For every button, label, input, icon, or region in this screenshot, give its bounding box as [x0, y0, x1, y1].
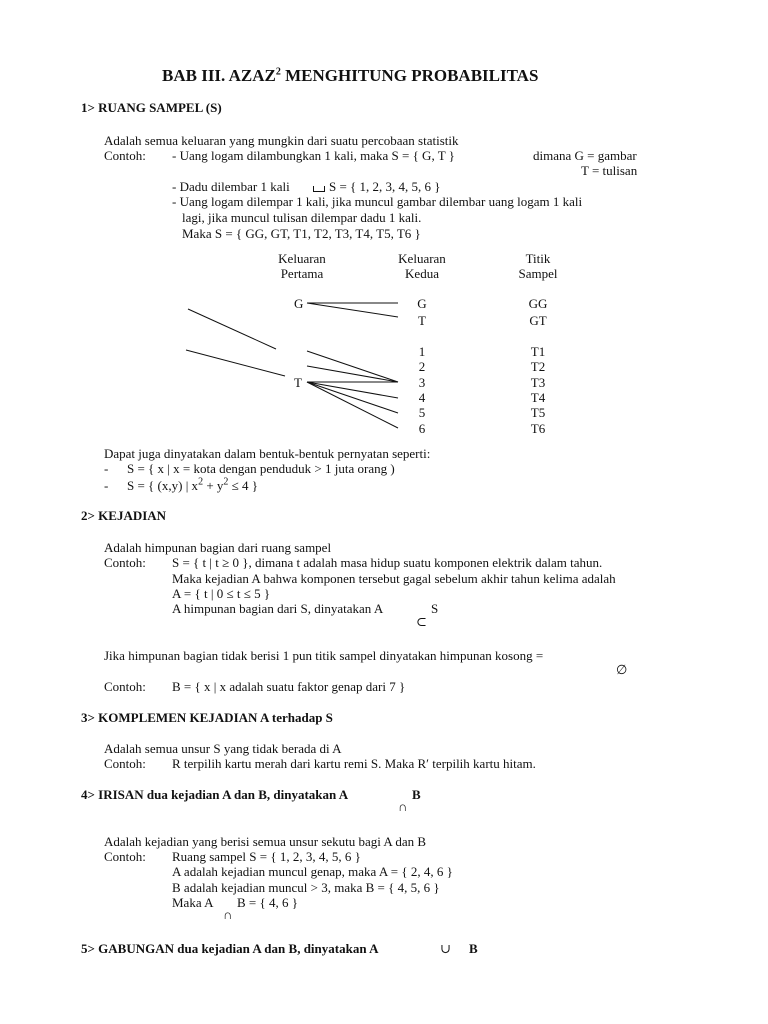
alt2-text-pre: S = { (x,y) | x: [127, 478, 199, 493]
tree-col3-header-2: Sampel: [518, 266, 558, 281]
tree-sample-point: GT: [529, 313, 547, 328]
section-4-line-4-pre: Maka A: [172, 895, 214, 910]
alt2-text-post: ≤ 4 }: [228, 478, 259, 493]
tree-second-item: 5: [418, 405, 426, 420]
branch-root-lower: [186, 350, 285, 376]
branch-t-6: [307, 382, 398, 428]
section-2-line-3: A = { t | 0 ≤ t ≤ 5 }: [172, 586, 271, 601]
section-5-heading-post: B: [469, 941, 478, 956]
title-superscript: 2: [275, 66, 281, 78]
section-1-alternative-1: S = { x | x = kota dengan penduduk > 1 juta orang ): [127, 461, 395, 476]
bullet-dash: -: [104, 478, 109, 493]
section-4-heading-pre: 4> IRISAN dua kejadian A dan B, dinyatakan A: [81, 787, 349, 802]
tree-node-g: G: [294, 296, 304, 311]
tree-sample-point: T2: [530, 359, 546, 374]
tree-sample-point: T4: [530, 390, 546, 405]
branch-t-3: [307, 366, 398, 382]
branch-t-5: [307, 382, 398, 413]
subset-symbol: ⊂: [416, 614, 427, 629]
title-text-pre: BAB III. AZAZ: [162, 66, 276, 85]
tree-second-item: 2: [418, 359, 426, 374]
branch-t-4: [307, 382, 398, 398]
branch-g-t: [307, 303, 398, 317]
section-1-example-3-line-1: - Uang logam dilempar 1 kali, jika muncul gambar dilembar uang logam 1 kali: [172, 194, 583, 209]
section-2-line-1: S = { t | t ≥ 0 }, dimana t adalah masa hidup suatu komponen elektrik dalam tahun.: [172, 555, 603, 570]
section-1-contoh-label: Contoh:: [104, 148, 146, 163]
section-3-heading: 3> KOMPLEMEN KEJADIAN A terhadap S: [81, 710, 333, 725]
tree-sample-point: GG: [528, 296, 548, 311]
section-1-example-1-note-g: dimana G = gambar: [533, 148, 637, 163]
tree-second-item: T: [418, 313, 426, 328]
title-text-post: MENGHITUNG PROBABILITAS: [280, 66, 539, 85]
section-3-contoh-label: Contoh:: [104, 756, 146, 771]
section-1-alternative-2: [127, 478, 258, 493]
union-symbol: ∪: [440, 941, 451, 956]
tree-node-t: T: [294, 375, 302, 390]
tree-sample-point: T5: [530, 405, 546, 420]
section-2-example: B = { x | x adalah suatu faktor genap dari 7 }: [172, 679, 406, 694]
section-2-contoh-label: Contoh:: [104, 555, 146, 570]
section-2-line-2: Maka kejadian A bahwa komponen tersebut gagal sebelum akhir tahun kelima adalah: [172, 571, 616, 586]
section-2-definition: Adalah himpunan bagian dari ruang sampel: [104, 540, 332, 555]
section-1-alternative-intro: Dapat juga dinyatakan dalam bentuk-bentuk pernyatan seperti:: [104, 446, 431, 461]
tree-sample-point: T3: [530, 375, 546, 390]
section-2-line-4-post: S: [431, 601, 439, 616]
tree-col2-header-1: Keluaran: [398, 251, 446, 266]
section-2-contoh-2-label: Contoh:: [104, 679, 146, 694]
branch-t-2: [307, 351, 398, 382]
intersection-symbol: ∩: [223, 907, 233, 922]
empty-set-definition: Jika himpunan bagian tidak berisi 1 pun titik sampel dinyatakan himpunan kosong =: [104, 648, 544, 663]
alt2-superscript-1: 2: [198, 476, 204, 488]
tree-second-item: G: [417, 296, 427, 311]
section-3-definition: Adalah semua unsur S yang tidak berada di A: [104, 741, 342, 756]
section-5-heading-pre: 5> GABUNGAN dua kejadian A dan B, dinyatakan A: [81, 941, 379, 956]
section-4-heading-post: B: [412, 787, 421, 802]
tree-second-item: 3: [418, 375, 426, 390]
empty-set-symbol: ∅: [616, 662, 628, 677]
section-4-line-1: Ruang sampel S = { 1, 2, 3, 4, 5, 6 }: [172, 849, 361, 864]
section-4-line-4-post: B = { 4, 6 }: [237, 895, 298, 910]
alt2-superscript-2: 2: [223, 476, 229, 488]
section-1-example-2-pre: - Dadu dilembar 1 kali: [172, 179, 290, 194]
alt2-text-mid: + y: [203, 478, 224, 493]
section-1-example-2-post: S = { 1, 2, 3, 4, 5, 6 }: [329, 179, 441, 194]
tree-col1-header-1: Keluaran: [278, 251, 326, 266]
section-1-example-1: - Uang logam dilambungkan 1 kali, maka S = { G, T }: [172, 148, 455, 163]
section-1-example-3-line-3: Maka S = { GG, GT, T1, T2, T3, T4, T5, T6 }: [182, 226, 421, 241]
branch-root-upper: [188, 309, 276, 349]
section-1-definition: Adalah semua keluaran yang mungkin dari suatu percobaan statistik: [104, 133, 459, 148]
section-1-heading: 1> RUANG SAMPEL (S): [81, 100, 222, 115]
section-3-example: R terpilih kartu merah dari kartu remi S. Maka R′ terpilih kartu hitam.: [172, 756, 536, 771]
section-1-example-1-note-t: T = tulisan: [581, 163, 638, 178]
bullet-dash: -: [104, 461, 109, 476]
tree-second-item: 1: [418, 344, 426, 359]
tree-sample-point: T6: [530, 421, 546, 436]
section-2-line-4-pre: A himpunan bagian dari S, dinyatakan A: [172, 601, 384, 616]
section-2-heading: 2> KEJADIAN: [81, 508, 167, 523]
tree-second-item: 6: [418, 421, 426, 436]
tree-col3-header-1: Titik: [525, 251, 551, 266]
section-4-definition: Adalah kejadian yang berisi semua unsur sekutu bagi A dan B: [104, 834, 427, 849]
section-4-contoh-label: Contoh:: [104, 849, 146, 864]
tree-second-item: 4: [418, 390, 426, 405]
tree-sample-point: T1: [530, 344, 546, 359]
tree-col2-header-2: Kedua: [405, 266, 439, 281]
intersection-symbol: ∩: [398, 799, 408, 814]
section-4-line-3: B adalah kejadian muncul > 3, maka B = { 4, 5, 6 }: [172, 880, 440, 895]
section-4-line-2: A adalah kejadian muncul genap, maka A = { 2, 4, 6 }: [172, 864, 453, 879]
section-1-example-3-line-2: lagi, jika muncul tulisan dilempar dadu 1 kali.: [182, 210, 422, 225]
tree-col1-header-2: Pertama: [280, 266, 324, 281]
